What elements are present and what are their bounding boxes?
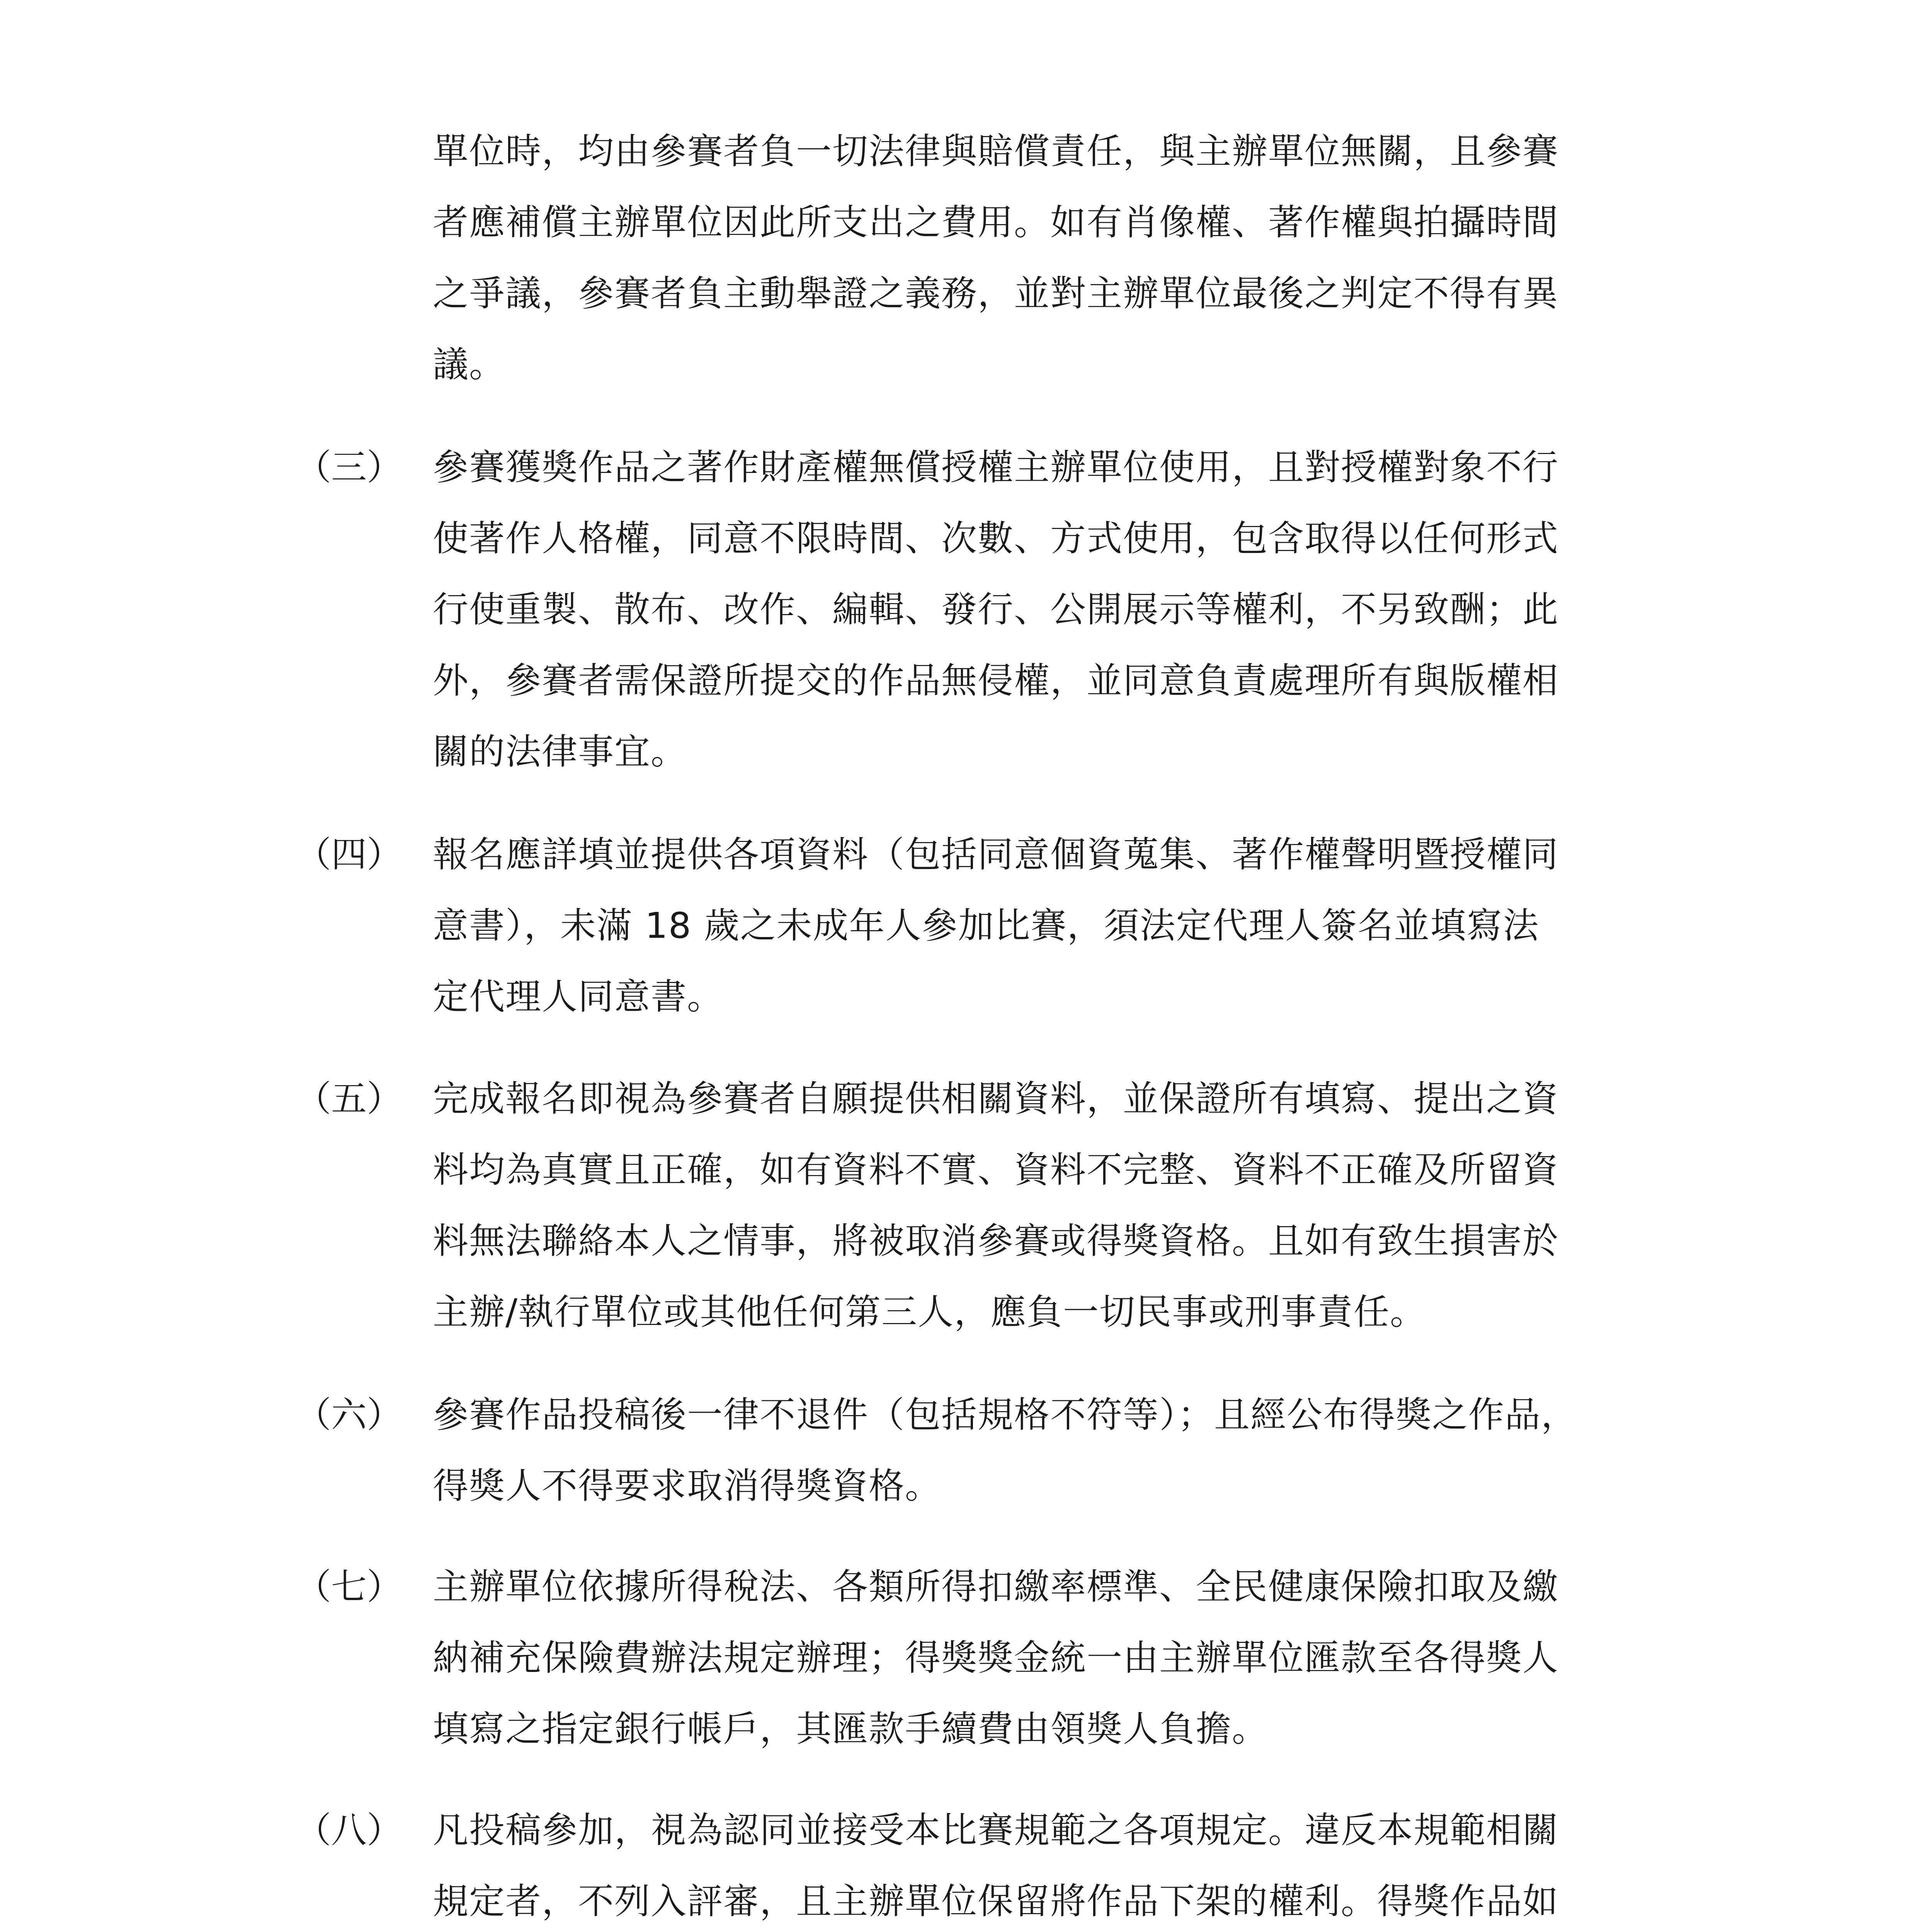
paragraph-line: 使著作人格權，同意不限時間、次數、方式使用，包含取得以任何形式: [433, 518, 1559, 559]
continuation-paragraph: [433, 116, 1716, 400]
item-marker: （三）: [296, 447, 403, 488]
paragraph-line: 主辦單位依據所得稅法、各類所得扣繳率標準、全民健康保險扣取及繳: [433, 1566, 1559, 1607]
paragraph-line: 參賽獲獎作品之著作財產權無償授權主辦單位使用，且對授權對象不行: [433, 447, 1559, 488]
list-item: [433, 1551, 1716, 1765]
list-item: [433, 819, 1716, 1032]
paragraph-line: 得獎人不得要求取消得獎資格。: [433, 1465, 942, 1507]
paragraph-line: 意書），未滿 18 歲之未成年人參加比賽，須法定代理人簽名並填寫法: [433, 905, 1539, 946]
paragraph-line: 料均為真實且正確，如有資料不實、資料不完整、資料不正確及所留資: [433, 1149, 1559, 1190]
paragraph-line: 外，參賽者需保證所提交的作品無侵權，並同意負責處理所有與版權相: [433, 660, 1559, 701]
paragraph-line: 議。: [433, 344, 506, 385]
paragraph-line: 填寫之指定銀行帳戶，其匯款手續費由領獎人負擔。: [433, 1708, 1269, 1750]
paragraph-line: 凡投稿參加，視為認同並接受本比賽規範之各項規定。違反本規範相關: [433, 1810, 1559, 1851]
paragraph-line: 行使重製、散布、改作、編輯、發行、公開展示等權利，不另致酬；此: [433, 589, 1559, 630]
paragraph-line: 關的法律事宜。: [433, 731, 687, 772]
list-item: [433, 432, 1716, 787]
paragraph-line: 參賽作品投稿後一律不退件（包括規格不符等）；且經公布得獎之作品，: [433, 1394, 1578, 1435]
paragraph-line: 報名應詳填並提供各項資料（包括同意個資蒐集、著作權聲明暨授權同: [433, 834, 1559, 875]
paragraph-line: 者應補償主辦單位因此所支出之費用。如有肖像權、著作權與拍攝時間: [433, 202, 1559, 243]
item-marker: （七）: [296, 1566, 403, 1607]
paragraph-line: 之爭議，參賽者負主動舉證之義務，並對主辦單位最後之判定不得有異: [433, 273, 1559, 314]
item-marker: （四）: [296, 834, 403, 875]
paragraph-line: 規定者，不列入評審，且主辦單位保留將作品下架的權利。得獎作品如: [433, 1881, 1559, 1922]
list-item: [433, 1379, 1716, 1522]
list-item: [433, 1795, 1716, 1932]
paragraph-line: 主辦/執行單位或其他任何第三人，應負一切民事或刑事責任。: [433, 1291, 1426, 1333]
item-marker: （五）: [296, 1078, 403, 1119]
paragraph-line: 納補充保險費辦法規定辦理；得獎獎金統一由主辦單位匯款至各得獎人: [433, 1637, 1559, 1679]
paragraph-line: 料無法聯絡本人之情事，將被取消參賽或得獎資格。且如有致生損害於: [433, 1220, 1559, 1262]
item-marker: （八）: [296, 1810, 403, 1851]
item-marker: （六）: [296, 1394, 403, 1435]
list-item: [433, 1063, 1716, 1348]
paragraph-line: 單位時，均由參賽者負一切法律與賠償責任，與主辦單位無關，且參賽: [433, 131, 1559, 172]
paragraph-line: 完成報名即視為參賽者自願提供相關資料，並保證所有填寫、提出之資: [433, 1078, 1559, 1119]
paragraph-line: 定代理人同意書。: [433, 976, 724, 1017]
